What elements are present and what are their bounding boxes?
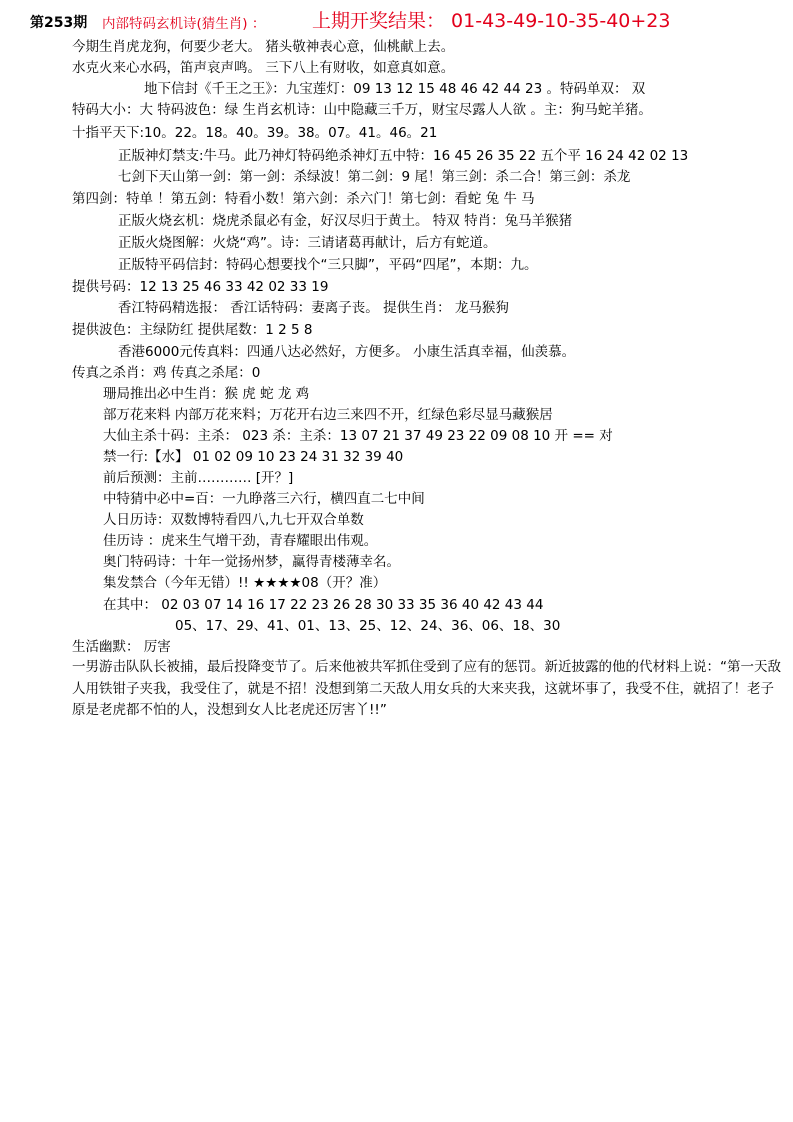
text-line: 十指平天下:10。22。18。40。39。38。07。41。46。21 — [72, 125, 438, 141]
text-line: 中特猜中必中=百：一九睁落三六行，横四直二七中间 — [103, 491, 425, 507]
text-line: 今期生肖虎龙狗，何要少老大。 猪头敬神表心意，仙桃献上去。 — [72, 39, 455, 55]
issue-number: 第253期 — [30, 15, 88, 31]
text-line: 人日历诗：双数博特看四八,九七开双合单数 — [103, 512, 364, 528]
text-line: 正版火烧图解：火烧“鸡”。诗：三请诸葛再献计，后方有蛇道。 — [118, 235, 497, 251]
humor-story: 一男游击队队长被捕，最后投降变节了。后来他被共军抓住受到了应有的惩罚。新近披露的他的代材料上说：“第一天敌人用铁钳子夹我，我受住了，就是不招！没想到第二天敌人用女兵的大来夹我，这就坏事了，我受不住，就招了！老子原是老虎都不怕的人，没想到女人比老虎还厉害丫!!” — [72, 659, 781, 718]
text-line: 部万花来料 内部万花来料；万花开右边三来四不开，红绿色彩尽显马藏猴居 — [103, 407, 553, 423]
text-line: 生活幽默： 厉害 — [72, 639, 171, 655]
text-line: 佳历诗 ：虎来生气增干劲，青春耀眼出伟观。 — [103, 533, 378, 549]
text-line: 传真之杀肖：鸡 传真之杀尾：0 — [72, 365, 261, 381]
text-line: 正版神灯禁支:牛马。此乃神灯特码绝杀神灯五中特：16 45 26 35 22 五个平 16 24 42 02 13 — [118, 148, 689, 164]
text-line: 前后预测：主前………… [开？] — [103, 470, 294, 486]
latest-result: 上期开奖结果： 01-43-49-10-35-40+23 — [312, 10, 671, 32]
text-line: 正版特平码信封：特码心想要找个“三只脚”，平码“四尾”，本期：九。 — [118, 257, 538, 273]
text-line: 提供波色：主绿防红 提供尾数：1 2 5 8 — [72, 322, 313, 338]
text-line: 珊局推出必中生肖：猴 虎 蛇 龙 鸡 — [103, 386, 310, 402]
text-line: 大仙主杀十码：主杀： 023 杀：主杀：13 07 21 37 49 23 22 09 08 10 开 == 对 — [103, 428, 613, 444]
text-line: 特码大小：大 特码波色：绿 生肖玄机诗：山中隐藏三千万，财宝尽露人人欲 。主：狗马蛇羊猪。 — [72, 102, 652, 118]
text-line: 集发禁合（今年无错）!! ★★★★08（开？准） — [103, 575, 387, 591]
header-subtitle: 内部特码玄机诗(猜生肖) ： — [102, 16, 266, 32]
header — [30, 6, 780, 34]
text-line: 地下信封《千王之王》：九宝莲灯：09 13 12 15 48 46 42 44 23 。特码单双： 双 — [144, 81, 646, 97]
text-line: 在其中： 02 03 07 14 16 17 22 23 26 28 30 33 35 36 40 42 43 44 — [103, 597, 544, 613]
text-line: 05、17、29、41、01、13、25、12、24、36、06、18、30 — [175, 618, 561, 634]
text-line: 禁一行:【水】 01 02 09 10 23 24 31 32 39 40 — [103, 449, 404, 465]
text-line: 提供号码：12 13 25 46 33 42 02 33 19 — [72, 279, 329, 295]
text-line: 水克火来心水码，笛声哀声鸣。 三下八上有财收，如意真如意。 — [72, 60, 455, 76]
text-line: 第四剑：特单 ！第五剑：特看小数！第六剑：杀六门！第七剑：看蛇 兔 牛 马 — [72, 191, 535, 207]
text-line: 奥门特码诗：十年一觉扬州梦，赢得青楼薄幸名。 — [103, 554, 400, 570]
text-line: 正版火烧玄机：烧虎杀鼠必有金，好汉尽归于黄土。 特双 特肖：兔马羊猴猪 — [118, 213, 573, 229]
text-line: 七剑下天山第一剑：第一剑：杀绿波！第二剑：9 尾！第三剑：杀二合！第三剑：杀龙 — [118, 169, 631, 185]
text-line: 香江特码精选报： 香江话特码：妻离子丧。 提供生肖： 龙马猴狗 — [118, 300, 509, 316]
text-line: 香港6000元传真料：四通八达必然好，方便多。 小康生活真幸福，仙羡慕。 — [118, 344, 576, 360]
